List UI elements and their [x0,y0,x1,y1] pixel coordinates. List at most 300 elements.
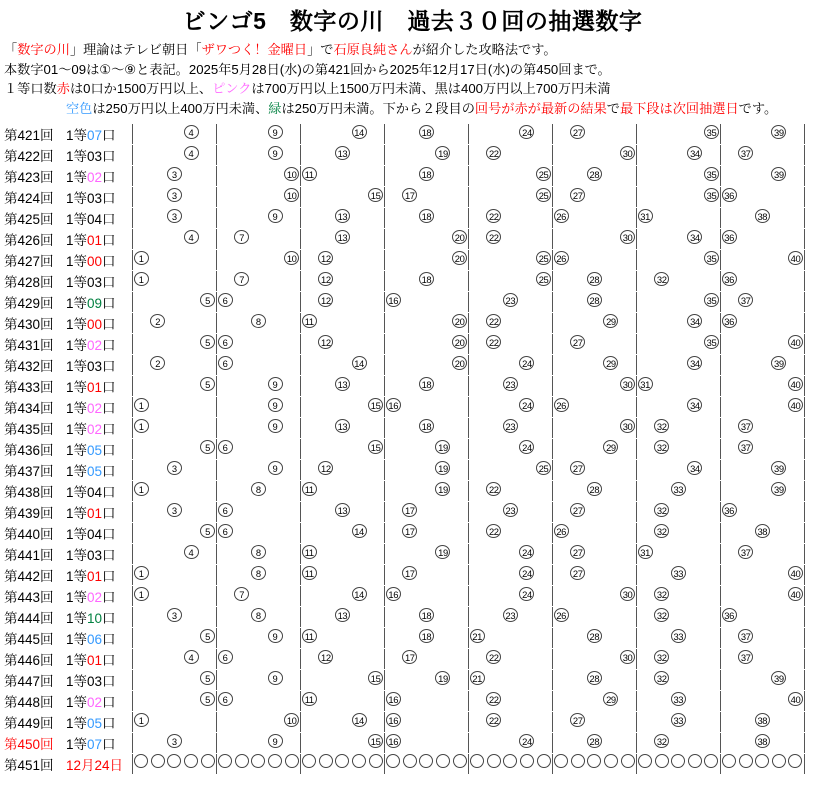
number-band [636,649,720,669]
drawn-number: 40 [788,335,803,349]
number-cell [569,628,586,648]
number-cell [502,250,519,270]
number-cell [703,187,720,207]
number-cell [318,208,335,228]
drawn-number: 39 [771,125,786,139]
number-cell [385,607,402,627]
number-cell [619,691,636,711]
number-cell [469,523,486,543]
number-cell [553,607,570,627]
number-cell [283,229,300,249]
prize-suffix: 口 [102,611,116,626]
number-cell [586,628,603,648]
drawn-number: 11 [302,314,317,328]
empty-number-circle [739,754,753,768]
number-band [552,355,636,375]
drawn-number: 39 [771,482,786,496]
prize-prefix: 1等 [66,317,88,332]
number-band [300,691,384,711]
number-cell [569,250,586,270]
number-cell [519,586,536,606]
number-cell [334,649,351,669]
number-band [300,376,384,396]
round-label: 第435回 [4,422,54,437]
number-cell [637,250,654,270]
number-band [552,187,636,207]
number-cell [283,355,300,375]
drawn-number: 37 [738,545,753,559]
number-band [468,649,552,669]
description-block [0,40,825,118]
number-cell [637,229,654,249]
number-cell [703,397,720,417]
drawn-number: 9 [268,398,283,412]
number-band [720,523,805,543]
number-cell [653,649,670,669]
number-bands [132,523,805,543]
prize-count-value: 04 [87,485,103,500]
number-cell [687,208,704,228]
number-cell [771,250,788,270]
number-band [132,607,216,627]
number-cell [586,439,603,459]
number-cell [199,208,216,228]
number-cell [367,376,384,396]
prize-count-value: 01 [87,653,103,668]
number-cell [485,754,502,774]
number-cell [283,166,300,186]
number-bands [132,250,805,270]
drawn-number: 3 [167,188,182,202]
number-cell [535,271,552,291]
number-cell [687,712,704,732]
number-cell [653,187,670,207]
number-cell [199,460,216,480]
number-cell [502,670,519,690]
number-cell [687,754,704,774]
number-band [552,334,636,354]
prize-count-value: 02 [87,695,103,710]
number-cell [619,418,636,438]
number-cell [318,733,335,753]
drawn-number: 7 [234,230,249,244]
number-cell [402,460,419,480]
number-cell [402,628,419,648]
round-label: 第450回 [4,737,54,752]
number-cell [267,376,284,396]
number-cell [183,187,200,207]
number-cell [519,523,536,543]
number-cell [402,523,419,543]
drawn-number: 24 [519,440,534,454]
first-prize-count [66,376,132,396]
number-cell [250,502,267,522]
number-cell [418,124,435,144]
number-cell [619,376,636,396]
number-cell [670,712,687,732]
number-cell [418,670,435,690]
number-cell [754,628,771,648]
number-cell [771,292,788,312]
number-cell [234,565,251,585]
number-cell [183,145,200,165]
number-cell [502,481,519,501]
number-cell [451,649,468,669]
number-cell [133,754,150,774]
drawn-number: 18 [419,608,434,622]
number-cell [754,481,771,501]
number-cell [553,166,570,186]
drawn-number: 36 [722,272,737,286]
number-band [720,649,805,669]
number-cell [318,607,335,627]
number-cell [385,565,402,585]
number-cell [133,460,150,480]
number-band [384,523,468,543]
drawn-number: 34 [687,356,702,370]
number-cell [418,145,435,165]
number-cell [351,418,368,438]
number-cell [519,439,536,459]
number-cell [737,166,754,186]
number-cell [637,271,654,291]
number-cell [653,166,670,186]
number-cell [703,544,720,564]
number-band [636,691,720,711]
description-line [4,60,825,80]
number-cell [367,271,384,291]
number-cell [569,208,586,228]
number-band [300,481,384,501]
number-cell [451,523,468,543]
number-cell [334,187,351,207]
page-title: ビンゴ5 数字の川 過去３０回の抽選数字 [182,8,643,34]
number-cell [469,376,486,396]
prize-prefix: 1等 [66,170,88,185]
number-cell [754,229,771,249]
number-band [300,292,384,312]
draw-row [4,460,825,481]
drawn-number: 4 [184,125,199,139]
drawn-number: 19 [435,146,450,160]
number-cell [469,292,486,312]
number-cell [603,565,620,585]
prize-prefix: 1等 [66,296,88,311]
number-cell [787,124,804,144]
number-cell [569,712,586,732]
number-cell [687,271,704,291]
number-band [300,229,384,249]
number-cell [133,145,150,165]
number-band [720,187,805,207]
number-cell [301,187,318,207]
number-cell [569,670,586,690]
number-cell [402,586,419,606]
drawn-number: 5 [200,377,215,391]
draw-row [4,208,825,229]
round-label: 第438回 [4,485,54,500]
round-label: 第439回 [4,506,54,521]
number-band [552,502,636,522]
number-cell [485,208,502,228]
number-cell [653,418,670,438]
number-cell [485,628,502,648]
number-cell [603,544,620,564]
number-cell [469,166,486,186]
number-cell [301,124,318,144]
round-label: 第444回 [4,611,54,626]
number-cell [535,313,552,333]
number-cell [637,334,654,354]
prize-suffix: 口 [102,359,116,374]
number-cell [469,187,486,207]
drawn-number: 7 [234,587,249,601]
number-band [384,250,468,270]
number-band [300,544,384,564]
number-band [384,628,468,648]
number-cell [183,565,200,585]
first-prize-count [66,187,132,207]
number-cell [653,292,670,312]
drawn-number: 13 [335,377,350,391]
number-cell [451,292,468,312]
number-cell [519,670,536,690]
drawn-number: 11 [302,692,317,706]
prize-prefix: 1等 [66,191,88,206]
number-cell [535,187,552,207]
number-cell [385,481,402,501]
number-cell [234,229,251,249]
number-cell [199,523,216,543]
number-cell [283,502,300,522]
number-band [216,208,300,228]
number-cell [603,271,620,291]
drawn-number: 5 [200,335,215,349]
round-label: 第425回 [4,212,54,227]
number-cell [150,481,167,501]
number-cell [553,754,570,774]
number-cell [687,313,704,333]
number-cell [183,418,200,438]
number-cell [367,523,384,543]
drawn-number: 22 [486,146,501,160]
number-cell [418,607,435,627]
number-cell [771,586,788,606]
number-cell [166,712,183,732]
number-cell [586,271,603,291]
number-cell [553,187,570,207]
drawn-number: 5 [200,440,215,454]
number-cell [351,208,368,228]
number-cell [183,460,200,480]
number-cell [234,418,251,438]
number-cell [737,292,754,312]
number-cell [637,355,654,375]
prize-suffix: 口 [102,422,116,437]
prize-prefix: 1等 [66,233,88,248]
number-cell [569,187,586,207]
number-band [216,586,300,606]
number-band [552,208,636,228]
drawn-number: 11 [302,629,317,643]
number-cell [485,565,502,585]
number-cell [771,439,788,459]
number-cell [519,712,536,732]
prize-prefix: 1等 [66,275,88,290]
drawn-number: 39 [771,356,786,370]
number-cell [267,313,284,333]
number-band [216,292,300,312]
prize-count-value: 02 [87,422,103,437]
drawn-number: 9 [268,125,283,139]
number-cell [569,439,586,459]
number-cell [653,397,670,417]
number-cell [637,397,654,417]
number-cell [133,712,150,732]
drawn-number: 18 [419,629,434,643]
number-cell [234,460,251,480]
number-cell [234,439,251,459]
drawn-number: 3 [167,167,182,181]
drawn-number: 24 [519,545,534,559]
number-cell [670,649,687,669]
number-cell [687,418,704,438]
drawn-number: 10 [284,713,299,727]
number-cell [485,271,502,291]
number-cell [267,334,284,354]
drawn-number: 5 [200,692,215,706]
draw-row [4,649,825,670]
number-cell [301,418,318,438]
number-band [300,502,384,522]
prize-prefix: 1等 [66,632,88,647]
number-band [216,376,300,396]
number-cell [199,712,216,732]
number-band [636,628,720,648]
number-cell [637,481,654,501]
drawn-number: 22 [486,524,501,538]
number-cell [569,733,586,753]
number-cell [385,670,402,690]
number-bands [132,145,805,165]
number-band [300,460,384,480]
number-cell [301,292,318,312]
number-cell [535,481,552,501]
drawn-number: 33 [671,629,686,643]
number-cell [586,481,603,501]
number-cell [385,376,402,396]
number-cell [283,523,300,543]
number-band [720,439,805,459]
drawn-number: 15 [368,734,383,748]
number-cell [670,502,687,522]
number-cell [435,187,452,207]
number-cell [553,544,570,564]
number-cell [569,166,586,186]
number-cell [586,313,603,333]
number-cell [721,355,738,375]
number-cell [771,313,788,333]
number-band [384,313,468,333]
number-cell [737,544,754,564]
number-cell [519,754,536,774]
number-cell [351,481,368,501]
number-band [132,754,216,774]
number-cell [150,502,167,522]
number-cell [199,271,216,291]
number-cell [217,355,234,375]
number-cell [183,208,200,228]
number-cell [301,439,318,459]
number-bands [132,712,805,732]
number-cell [133,523,150,543]
number-cell [351,754,368,774]
number-cell [485,187,502,207]
number-cell [318,565,335,585]
number-cell [234,502,251,522]
prize-suffix: 口 [102,149,116,164]
drawn-number: 38 [755,209,770,223]
number-cell [301,586,318,606]
number-cell [183,124,200,144]
number-cell [418,733,435,753]
number-cell [670,124,687,144]
first-prize-count [66,166,132,186]
number-cell [670,229,687,249]
number-cell [754,586,771,606]
number-cell [318,271,335,291]
drawn-number: 37 [738,146,753,160]
draw-row [4,187,825,208]
drawn-number: 2 [150,356,165,370]
number-cell [351,334,368,354]
number-cell [603,649,620,669]
number-band [384,607,468,627]
number-cell [351,145,368,165]
number-cell [771,754,788,774]
number-cell [721,649,738,669]
number-band [636,712,720,732]
draw-row [4,712,825,733]
empty-number-circle [302,754,316,768]
number-cell [133,229,150,249]
number-cell [133,397,150,417]
number-cell [385,754,402,774]
number-band [636,544,720,564]
drawn-number: 18 [419,125,434,139]
number-band [132,523,216,543]
number-band [552,292,636,312]
description-segment: 最下段は次回抽選日 [619,100,739,116]
number-band [300,271,384,291]
number-cell [451,229,468,249]
number-cell [166,355,183,375]
number-cell [670,418,687,438]
number-cell [301,544,318,564]
prize-prefix: 1等 [66,359,88,374]
drawn-number: 20 [452,356,467,370]
number-cell [553,355,570,375]
number-cell [133,565,150,585]
number-cell [469,670,486,690]
number-cell [183,712,200,732]
number-cell [535,376,552,396]
number-cell [637,124,654,144]
number-cell [418,187,435,207]
number-cell [418,649,435,669]
number-cell [250,313,267,333]
number-cell [502,565,519,585]
